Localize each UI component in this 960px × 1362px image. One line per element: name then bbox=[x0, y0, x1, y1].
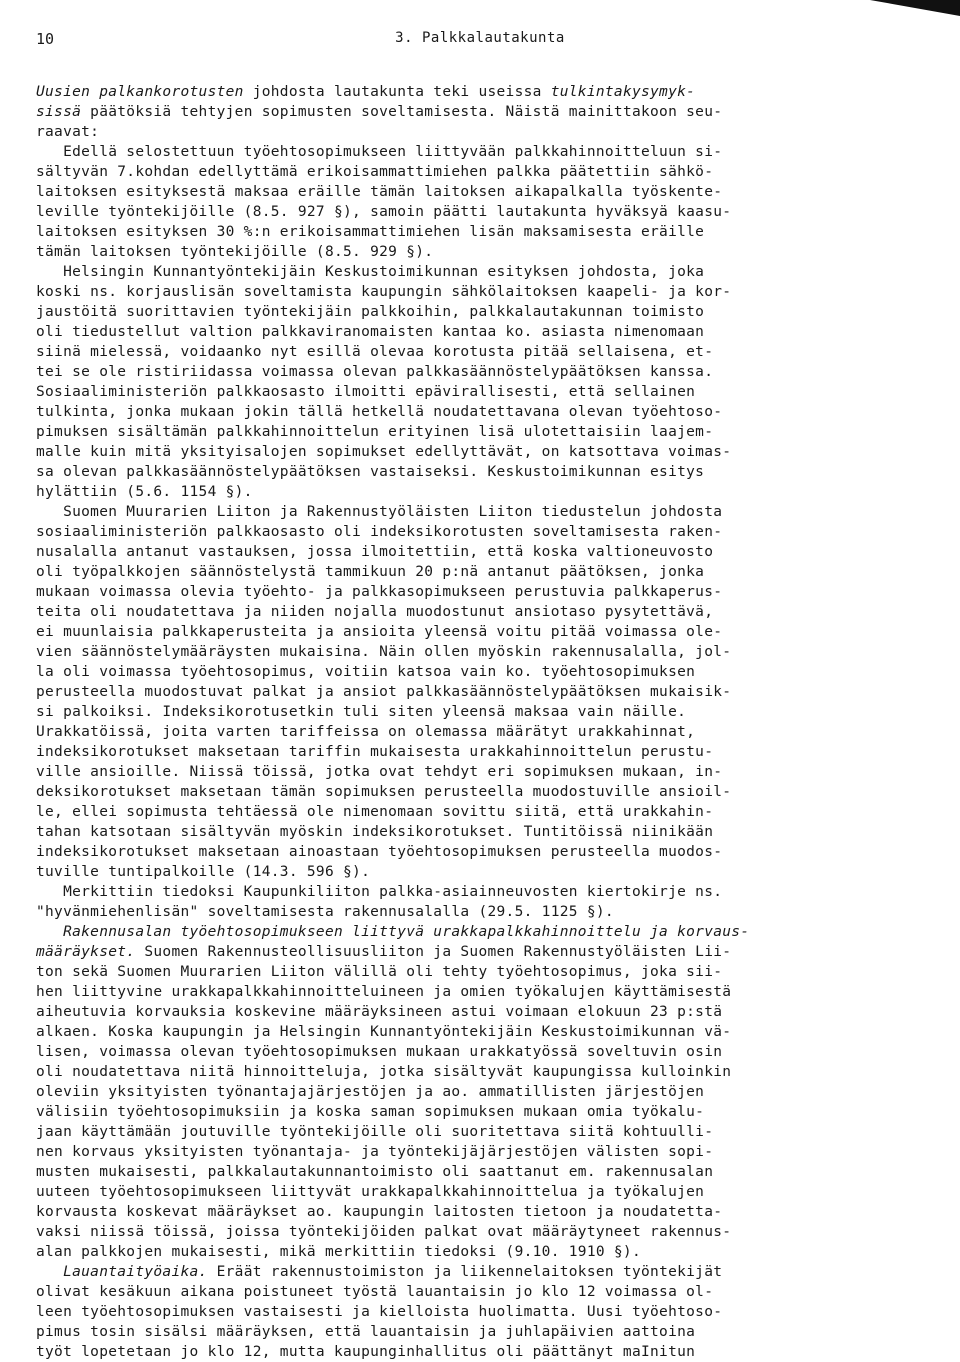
text-line bbox=[36, 882, 906, 902]
text-line bbox=[36, 782, 906, 802]
text-line bbox=[36, 1062, 906, 1082]
text-line bbox=[36, 1182, 906, 1202]
text-segment: la oli voimassa työehtosopimus, voitiin katsoa vain ko. työehtosopimuksen bbox=[36, 664, 696, 680]
text-segment: siinä mielessä, voidaanko nyt esillä olevaa korotusta pitää sellaisena, et- bbox=[36, 344, 714, 360]
text-segment: nen korvaus yksityisten työnantaja- ja työntekijäjärjestöjen välisten sopi- bbox=[36, 1144, 714, 1160]
text-line bbox=[36, 622, 906, 642]
text-line bbox=[36, 902, 906, 922]
text-segment: indeksikorotukset maksetaan ainoastaan työehtosopimuksen perusteella muodos- bbox=[36, 844, 723, 860]
text-segment: Merkittiin tiedoksi Kaupunkiliiton palkka-asiainneuvosten kiertokirje ns. bbox=[36, 884, 723, 900]
text-segment: teita oli noudatettava ja niiden nojalla muodostunut ansiotaso pysytettävä, bbox=[36, 604, 714, 620]
italic-heading: Lauantaityöaika. bbox=[63, 1264, 208, 1280]
text-line bbox=[36, 1162, 906, 1182]
text-segment: laitoksen esityksestä maksaa eräille tämän laitoksen aikapalkalla työskente- bbox=[36, 184, 723, 200]
text-segment: nusalalla antanut vastauksen, jossa ilmoitettiin, että koska valtioneuvosto bbox=[36, 544, 714, 560]
text-line bbox=[36, 1122, 906, 1142]
text-line bbox=[36, 1342, 906, 1362]
text-segment: tämän laitoksen työntekijöille (8.5. 929 §). bbox=[36, 244, 434, 260]
text-line bbox=[36, 122, 906, 142]
text-line bbox=[36, 222, 906, 242]
text-segment: oli työpalkkojen säännöstelystä tammikuun 20 p:nä antanut päätöksen, jonka bbox=[36, 564, 705, 580]
chapter-title: 3. Palkkalautakunta bbox=[395, 30, 565, 46]
text-segment: jaan käyttämään joutuville työntekijöille oli suoritettava siitä kohtuulli- bbox=[36, 1124, 714, 1140]
text-line bbox=[36, 722, 906, 742]
text-segment: alan palkkojen mukaisesti, mikä merkittiin tiedoksi (9.10. 1910 §). bbox=[36, 1244, 641, 1260]
text-segment: olivat kesäkuun aikana poistuneet työstä lauantaisin jo klo 12 voimassa ol- bbox=[36, 1284, 714, 1300]
text-segment: aiheutuvia korvauksia koskevine määräyksineen astui voimaan elokuun 23 p:stä bbox=[36, 1004, 723, 1020]
text-segment: lisen, voimassa olevan työehtosopimuksen mukaan urakkatyössä soveltuvin osin bbox=[36, 1044, 723, 1060]
text-segment: deksikorotukset maksetaan tämän sopimuksen perusteella muodostuville ansioil- bbox=[36, 784, 732, 800]
text-segment: pimuksen sisältämän palkkahinnoittelun erityinen lisä ulotettaisiin laajem- bbox=[36, 424, 714, 440]
text-segment: si palkoiksi. Indeksikorotusetkin tuli siten yleensä maksaa vain näille. bbox=[36, 704, 687, 720]
text-segment: jaustöitä suorittavien työntekijäin palkkoihin, palkkalautakunnan toimisto bbox=[36, 304, 705, 320]
text-line bbox=[36, 502, 906, 522]
text-segment: pimus tosin sisälsi määräyksen, että lauantaisin ja juhlapäivien aattoina bbox=[36, 1324, 696, 1340]
text-segment: raavat: bbox=[36, 124, 100, 140]
text-line bbox=[36, 1042, 906, 1062]
text-segment: musten mukaisesti, palkkalautakunnantoimisto oli saattanut em. rakennusalan bbox=[36, 1164, 714, 1180]
text-line bbox=[36, 702, 906, 722]
text-line bbox=[36, 1242, 906, 1262]
text-segment: tuville tuntipalkoille (14.3. 596 §). bbox=[36, 864, 371, 880]
text-segment: sosiaaliministeriön palkkaosasto oli indeksikorotusten soveltamisesta raken- bbox=[36, 524, 723, 540]
text-line bbox=[36, 1282, 906, 1302]
text-line bbox=[36, 462, 906, 482]
text-segment: Sosiaaliministeriön palkkaosasto ilmoitti epävirallisesti, että sellainen bbox=[36, 384, 696, 400]
text-line bbox=[36, 1222, 906, 1242]
text-line bbox=[36, 802, 906, 822]
text-segment: hen liittyvine urakkapalkkahinnoitteluineen ja omien työkalujen käyttämisestä bbox=[36, 984, 732, 1000]
text-line bbox=[36, 662, 906, 682]
text-line bbox=[36, 162, 906, 182]
text-line bbox=[36, 422, 906, 442]
text-segment: korvausta koskevat määräykset ao. kaupungin laitosten tietoon ja noudatetta- bbox=[36, 1204, 723, 1220]
italic-heading: Uusien palkankorotusten bbox=[36, 84, 244, 100]
text-line bbox=[36, 242, 906, 262]
document-body bbox=[36, 82, 906, 1362]
scan-corner-mark bbox=[870, 0, 960, 16]
text-line bbox=[36, 82, 906, 102]
text-segment: johdosta lautakunta teki useissa bbox=[243, 84, 551, 100]
text-line bbox=[36, 282, 906, 302]
text-line bbox=[36, 1102, 906, 1122]
text-line bbox=[36, 522, 906, 542]
text-segment: välisiin työehtosopimuksiin ja koska saman sopimuksen mukaan omia työkalu- bbox=[36, 1104, 705, 1120]
page-number: 10 bbox=[36, 30, 55, 48]
italic-heading: tulkintakysymyk- bbox=[550, 84, 696, 100]
text-line bbox=[36, 1262, 906, 1282]
text-segment: ton sekä Suomen Muurarien Liiton välillä oli tehty työehtosopimus, joka sii- bbox=[36, 964, 723, 980]
text-line bbox=[36, 862, 906, 882]
text-segment bbox=[36, 924, 63, 940]
text-segment: Edellä selostettuun työehtosopimukseen liittyvään palkkahinnoitteluun si- bbox=[36, 144, 723, 160]
text-line bbox=[36, 962, 906, 982]
text-segment: vien säännöstelymääräysten mukaisina. Näin ollen myöskin rakennusalalla, jol- bbox=[36, 644, 732, 660]
text-segment: le, ellei sopimusta tehtäessä ole nimenomaan sovittu siitä, että urakkahin- bbox=[36, 804, 714, 820]
text-line bbox=[36, 382, 906, 402]
text-segment: indeksikorotukset maksetaan tariffin mukaisesta urakkahinnoittelun perustu- bbox=[36, 744, 714, 760]
text-line bbox=[36, 402, 906, 422]
text-line bbox=[36, 602, 906, 622]
text-line bbox=[36, 482, 906, 502]
text-segment: tahan katsotaan sisältyvän myöskin indeksikorotukset. Tuntitöissä niinikään bbox=[36, 824, 714, 840]
italic-heading: määräykset. bbox=[36, 944, 136, 960]
text-line bbox=[36, 1082, 906, 1102]
text-line bbox=[36, 682, 906, 702]
text-line bbox=[36, 562, 906, 582]
text-segment: Urakkatöissä, joita varten tariffeissa on olemassa määrätyt urakkahinnat, bbox=[36, 724, 696, 740]
text-segment: koski ns. korjauslisän soveltamista kaupungin sähkölaitoksen kaapeli- ja kor- bbox=[36, 284, 732, 300]
text-line bbox=[36, 742, 906, 762]
text-segment bbox=[36, 1264, 63, 1280]
text-line bbox=[36, 142, 906, 162]
text-line bbox=[36, 762, 906, 782]
text-segment: malle kuin mitä yksityisalojen sopimukset edellyttävät, on katsottava voimas- bbox=[36, 444, 732, 460]
text-segment: tei se ole ristiriidassa voimassa olevan palkkasäännöstelypäätöksen kanssa. bbox=[36, 364, 714, 380]
text-segment: oleviin yksityisten työnantajajärjestöjen ja ao. ammatillisten järjestöjen bbox=[36, 1084, 705, 1100]
text-line bbox=[36, 942, 906, 962]
text-line bbox=[36, 322, 906, 342]
text-line bbox=[36, 642, 906, 662]
text-segment: oli noudatettava niitä hinnoitteluja, jotka sisältyvät kaupungissa kulloinkin bbox=[36, 1064, 732, 1080]
text-line bbox=[36, 102, 906, 122]
text-line bbox=[36, 582, 906, 602]
text-segment: sa olevan palkkasäännöstelypäätöksen vastaiseksi. Keskustoimikunnan esitys bbox=[36, 464, 705, 480]
text-line bbox=[36, 202, 906, 222]
text-segment: laitoksen esityksen 30 %:n erikoisammattimiehen lisän maksamisesta eräille bbox=[36, 224, 705, 240]
text-segment: työt lopetetaan jo klo 12, mutta kaupunginhallitus oli päättänyt maInitun bbox=[36, 1344, 696, 1360]
text-segment: tulkinta, jonka mukaan jokin tällä hetkellä noudatettavana olevan työehtoso- bbox=[36, 404, 723, 420]
text-segment: ei muunlaisia palkkaperusteita ja ansioita yleensä voitu pitää voimassa ole- bbox=[36, 624, 723, 640]
text-line bbox=[36, 1322, 906, 1342]
text-line bbox=[36, 302, 906, 322]
text-line bbox=[36, 1022, 906, 1042]
text-line bbox=[36, 842, 906, 862]
text-segment: sältyvän 7.kohdan edellyttämä erikoisammattimiehen palkka päätettiin sähkö- bbox=[36, 164, 714, 180]
text-segment: ville ansioille. Niissä töissä, jotka ovat tehdyt eri sopimuksen mukaan, in- bbox=[36, 764, 723, 780]
text-line bbox=[36, 982, 906, 1002]
italic-heading: Rakennusalan työehtosopimukseen liittyvä urakkapalkkahinnoittelu ja korvaus- bbox=[63, 924, 750, 940]
text-line bbox=[36, 1002, 906, 1022]
text-segment: perusteella muodostuvat palkat ja ansiot palkkasäännöstelypäätöksen mukaisik- bbox=[36, 684, 732, 700]
page-header bbox=[36, 30, 924, 56]
text-segment: vaksi niissä töissä, joissa työntekijöiden palkat ovat määräytyneet rakennus- bbox=[36, 1224, 732, 1240]
italic-heading: sissä bbox=[36, 104, 82, 120]
text-segment: Eräät rakennustoimiston ja liikennelaitoksen työntekijät bbox=[207, 1264, 723, 1280]
text-line bbox=[36, 262, 906, 282]
text-segment: hylättiin (5.6. 1154 §). bbox=[36, 484, 253, 500]
text-line bbox=[36, 342, 906, 362]
text-line bbox=[36, 922, 906, 942]
text-line bbox=[36, 822, 906, 842]
text-line bbox=[36, 442, 906, 462]
text-segment: Suomen Rakennusteollisuusliiton ja Suomen Rakennustyöläisten Lii- bbox=[135, 944, 732, 960]
text-line bbox=[36, 1202, 906, 1222]
text-segment: alkaen. Koska kaupungin ja Helsingin Kunnantyöntekijäin Keskustoimikunnan vä- bbox=[36, 1024, 732, 1040]
text-segment: leville työntekijöille (8.5. 927 §), samoin päätti lautakunta hyväksyä kaasu- bbox=[36, 204, 732, 220]
text-line bbox=[36, 362, 906, 382]
text-line bbox=[36, 1302, 906, 1322]
text-line bbox=[36, 542, 906, 562]
text-line bbox=[36, 182, 906, 202]
text-segment: "hyvänmiehenlisän" soveltamisesta rakennusalalla (29.5. 1125 §). bbox=[36, 904, 614, 920]
text-segment: mukaan voimassa olevia työehto- ja palkkasopimukseen perustuvia palkkaperus- bbox=[36, 584, 723, 600]
text-segment: päätöksiä tehtyjen sopimusten soveltamisesta. Näistä mainittakoon seu- bbox=[81, 104, 723, 120]
text-line bbox=[36, 1142, 906, 1162]
text-segment: uuteen työehtosopimukseen liittyvät urakkapalkkahinnoittelua ja työkalujen bbox=[36, 1184, 705, 1200]
text-segment: leen työehtosopimuksen vastaisesti ja kielloista huolimatta. Uusi työehtoso- bbox=[36, 1304, 723, 1320]
text-segment: oli tiedustellut valtion palkkaviranomaisten kantaa ko. asiasta nimenomaan bbox=[36, 324, 705, 340]
text-segment: Suomen Muurarien Liiton ja Rakennustyöläisten Liiton tiedustelun johdosta bbox=[36, 504, 723, 520]
text-segment: Helsingin Kunnantyöntekijäin Keskustoimikunnan esityksen johdosta, joka bbox=[36, 264, 705, 280]
